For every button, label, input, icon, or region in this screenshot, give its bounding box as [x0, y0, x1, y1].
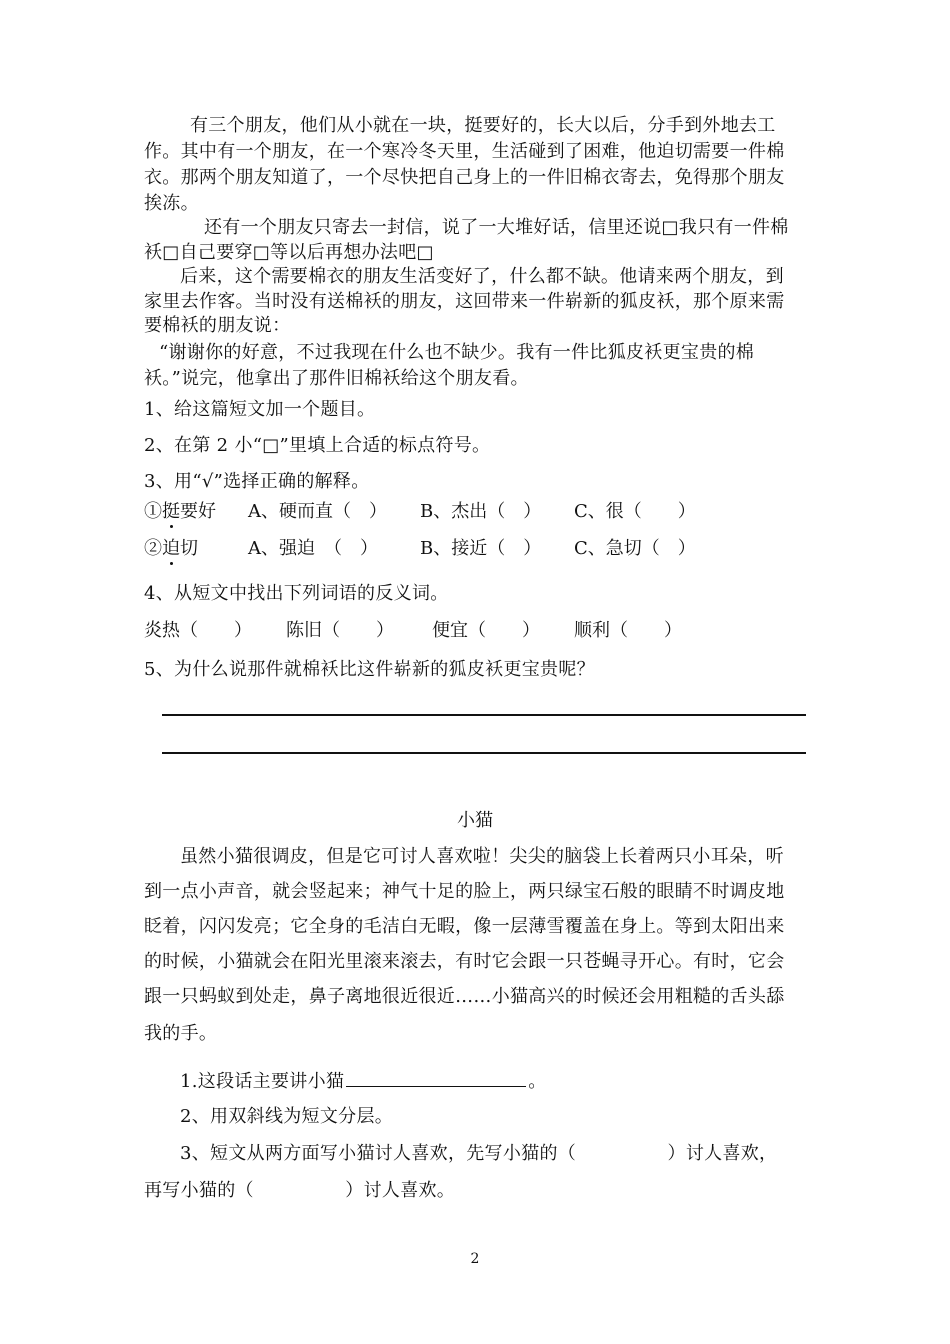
- question-5: 5、为什么说那件就棉袄比这件崭新的狐皮袄更宝贵呢？: [144, 659, 595, 680]
- cat-question-3-line-2: 再写小猫的（ ）讨人喜欢。: [144, 1180, 456, 1201]
- question-4: 4、从短文中找出下列词语的反义词。: [144, 583, 449, 604]
- emphasis-char: 迫: [162, 538, 180, 559]
- question-3: 3、用“√”选择正确的解释。: [144, 471, 370, 492]
- passage1-line-3: 衣。那两个朋友知道了，一个尽快把自己身上的一件旧棉衣寄去，免得那个朋友: [144, 167, 785, 188]
- passage2-line-6: 我的手。: [144, 1023, 218, 1044]
- passage2-line-1: 虽然小猫很调皮，但是它可讨人喜欢啦！尖尖的脑袋上长着两只小耳朵，听: [180, 846, 784, 867]
- emphasis-char: 挺: [162, 501, 180, 522]
- passage1-line-7: 后来，这个需要棉衣的朋友生活变好了，什么都不缺。他请来两个朋友，到: [180, 266, 784, 287]
- question-1: 1、给这篇短文加一个题目。: [144, 399, 376, 420]
- cat-question-3-line-1: 3、短文从两方面写小猫讨人喜欢，先写小猫的（ ）讨人喜欢，: [180, 1143, 778, 1164]
- passage2-line-4: 的时候，小猫就会在阳光里滚来滚去，有时它会跟一只苍蝇寻开心。有时，它会: [144, 951, 785, 972]
- page-number: 2: [470, 1251, 480, 1267]
- q3-item1-option-c[interactable]: C、很（ ）: [574, 501, 696, 522]
- q3-item2-option-c[interactable]: C、急切（ ）: [574, 538, 696, 559]
- passage1-line-9: 要棉袄的朋友说：: [144, 315, 291, 336]
- cat-question-1: 1.这段话主要讲小猫 。: [180, 1068, 547, 1094]
- passage1-line-5: 还有一个朋友只寄去一封信，说了一大堆好话，信里还说□我只有一件棉: [204, 217, 789, 238]
- passage2-title: 小猫: [457, 810, 493, 831]
- fill-blank[interactable]: [346, 1068, 526, 1087]
- passage1-line-8: 家里去作客。当时没有送棉袄的朋友，这回带来一件崭新的狐皮袄，那个原来需: [144, 291, 785, 312]
- passage1-line-6: 袄□自己要穿□等以后再想办法吧□: [144, 242, 434, 263]
- q4-word-2[interactable]: 陈旧（ ）: [286, 620, 394, 641]
- passage2-line-5: 跟一只蚂蚁到处走，鼻子离地很近很近……小猫高兴的时候还会用粗糙的舌头舔: [144, 986, 785, 1007]
- q3-item2-word: ②迫切: [144, 538, 198, 559]
- q4-word-4[interactable]: 顺利（ ）: [574, 620, 682, 641]
- q3-item1-option-a[interactable]: A、硬而直（ ）: [248, 501, 387, 522]
- q3-item1-word: ①挺要好: [144, 501, 216, 522]
- cat-question-2: 2、用双斜线为短文分层。: [180, 1106, 394, 1127]
- q3-item2-option-b[interactable]: B、接近（ ）: [420, 538, 542, 559]
- q3-item2-option-a[interactable]: A、强迫 （ ）: [248, 538, 378, 559]
- q4-word-3[interactable]: 便宜（ ）: [432, 620, 540, 641]
- question-2: 2、在第 2 小“□”里填上合适的标点符号。: [144, 435, 491, 456]
- q4-word-1[interactable]: 炎热（ ）: [144, 620, 252, 641]
- passage2-line-3: 眨着，闪闪发亮；它全身的毛洁白无暇，像一层薄雪覆盖在身上。等到太阳出来: [144, 916, 785, 937]
- passage1-line-4: 挨冻。: [144, 193, 199, 214]
- passage1-line-11: 袄。”说完，他拿出了那件旧棉袄给这个朋友看。: [144, 368, 529, 389]
- passage2-line-2: 到一点小声音，就会竖起来；神气十足的脸上，两只绿宝石般的眼睛不时调皮地: [144, 881, 785, 902]
- passage1-line-1: 有三个朋友，他们从小就在一块，挺要好的，长大以后，分手到外地去工: [190, 115, 776, 136]
- answer-line-2[interactable]: [162, 752, 806, 754]
- answer-line-1[interactable]: [162, 714, 806, 716]
- q3-item1-option-b[interactable]: B、杰出（ ）: [420, 501, 542, 522]
- passage1-line-2: 作。其中有一个朋友，在一个寒冷冬天里，生活碰到了困难，他迫切需要一件棉: [144, 141, 785, 162]
- passage1-line-10: “谢谢你的好意，不过我现在什么也不缺少。我有一件比狐皮袄更宝贵的棉: [159, 342, 755, 363]
